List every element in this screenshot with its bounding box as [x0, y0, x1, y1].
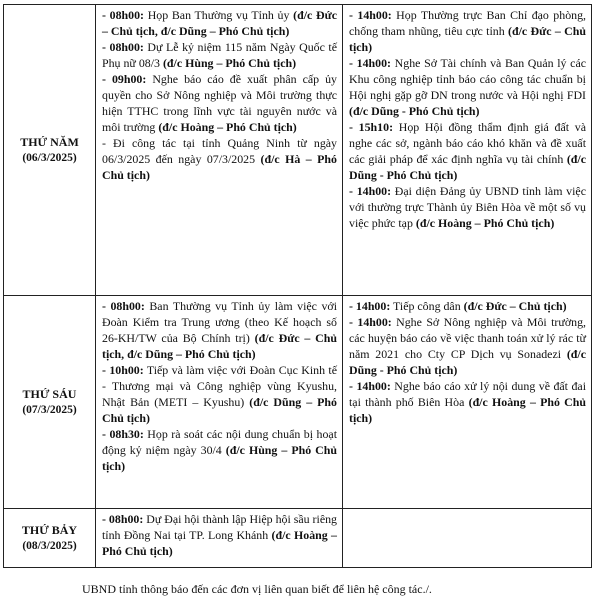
schedule-item [102, 362, 337, 426]
afternoon-cell [343, 509, 592, 568]
item-text: Tiếp công dân [390, 299, 464, 313]
item-person: (đ/c Dũng – Phó Chủ tịch) [102, 395, 337, 425]
row-thu-nam [4, 5, 592, 296]
item-person: (đ/c Đức – Chủ tịch) [463, 299, 567, 313]
item-time: - 08h00: [102, 8, 145, 22]
item-person: (đ/c Dũng - Phó Chủ tịch) [349, 152, 586, 182]
footer-note: UBND tỉnh thông báo đến các đơn vị liên quan biết để liên hệ công tác./. [82, 582, 432, 596]
item-text: Họp Thường trực Ban Chỉ đạo phòng, chống tham nhũng, tiêu cực tỉnh [349, 8, 586, 38]
item-time: - [102, 136, 114, 150]
schedule-item [102, 71, 337, 135]
item-time: - 14h00: [349, 315, 392, 329]
item-person: (đ/c Hùng – Phó Chủ tịch) [162, 56, 297, 70]
item-text: Tiếp và làm việc với Đoàn Cục Kinh tế - Thương mại và Công nghiệp vùng Kyushu, Nhật Bản (METI – Kyushu) [102, 363, 337, 409]
schedule-item [349, 55, 586, 119]
schedule-item [349, 298, 586, 314]
item-time: - 08h00: [102, 40, 144, 54]
item-person: (đ/c Hùng – Phó Chủ tịch) [102, 443, 337, 473]
schedule-item [349, 314, 586, 378]
morning-cell [96, 296, 343, 509]
item-text: Nghe báo cáo xử lý nội dung về đất đai tại thành phố Biên Hòa [349, 379, 586, 409]
schedule-item [102, 426, 337, 474]
item-person: (đ/c Đức – Chủ tịch, đ/c Dũng – Phó Chủ tịch) [102, 8, 337, 38]
day-name: THỨ NĂM [20, 135, 79, 149]
item-time: - 15h10: [349, 120, 394, 134]
day-cell [4, 509, 96, 568]
item-time: - 14h00: [349, 8, 392, 22]
morning-cell [96, 5, 343, 296]
item-person: (đ/c Hà – Phó Chủ tịch) [102, 152, 337, 182]
day-date: (08/3/2025) [22, 540, 77, 552]
afternoon-cell [343, 296, 592, 509]
schedule-body [4, 5, 592, 568]
item-time: - 08h00: [102, 299, 145, 313]
item-text: Nghe Sở Tài chính và Ban Quản lý các Khu công nghiệp tỉnh báo cáo công tác chuẩn bị Hội nghị gặp gỡ DN trong nước và Hội nghị FDI [349, 56, 586, 102]
item-person: (đ/c Hoàng – Phó Chủ tịch) [415, 216, 555, 230]
afternoon-cell [343, 5, 592, 296]
day-date: (07/3/2025) [22, 404, 77, 416]
item-text: Họp Ban Thường vụ Tỉnh ủy [144, 8, 294, 22]
item-person: (đ/c Hoàng – Phó Chủ tịch) [102, 528, 337, 558]
item-time: - 14h00: [349, 379, 391, 393]
item-person: (đ/c Đức – Chủ tịch) [349, 24, 586, 54]
schedule-item [349, 119, 586, 183]
item-text: Họp rà soát các nội dung chuẩn bị hoạt động kỷ niệm ngày 30/4 [102, 427, 337, 457]
day-cell [4, 5, 96, 296]
item-person: (đ/c Đức – Chủ tịch, đ/c Dũng – Phó Chủ tịch) [102, 331, 337, 361]
item-time: - 14h00: [349, 184, 392, 198]
item-person: (đ/c Hoàng – Phó Chủ tịch) [349, 395, 586, 425]
item-text: Nghe báo cáo đề xuất phân cấp ủy quyền cho Sở Nông nghiệp và Môi trường thực hiện TTHC trong lĩnh vực tài nguyên nước và môi trường [102, 72, 337, 134]
item-text: Dự Đại hội thành lập Hiệp hội sầu riêng tỉnh Đồng Nai tại TP. Long Khánh [102, 512, 337, 542]
day-name: THỨ BẢY [21, 523, 78, 537]
schedule-item [102, 135, 337, 183]
item-person: (đ/c Hoàng – Phó Chủ tịch) [158, 120, 297, 134]
item-person: (đ/c Dũng - Phó Chủ tịch) [349, 104, 480, 118]
schedule-item [349, 183, 586, 231]
item-time: - 08h00: [102, 512, 144, 526]
item-text: Ban Thường vụ Tỉnh ủy làm việc với Đoàn Kiểm tra Trung ương (theo Kế hoạch số 26-KH/TW của Bộ Chính trị) [102, 299, 337, 345]
schedule-item [102, 39, 337, 71]
item-time: - 14h00: [349, 299, 391, 313]
day-date: (06/3/2025) [22, 152, 77, 164]
day-cell [4, 296, 96, 509]
morning-cell [96, 509, 343, 568]
item-text: Đại diện Đảng ủy UBND tỉnh làm việc với thường trực Thành ủy Biên Hòa về một số vụ việc phức tạp [349, 184, 586, 230]
item-text: Nghe Sở Nông nghiệp và Môi trường, các huyện báo cáo về việc thanh toán xử lý rác từ năm 2021 cho Cty CP Dịch vụ Sonadezi [349, 315, 586, 361]
item-text: Họp Hội đồng thẩm định giá đất và nghe các sở, ngành báo cáo khó khăn và đề xuất các giải pháp để xác định nghĩa vụ tài chính [349, 120, 586, 166]
row-thu-sau [4, 296, 592, 509]
schedule-item [102, 511, 337, 559]
schedule-item [102, 298, 337, 362]
day-name: THỨ SÁU [22, 387, 77, 401]
schedule-item [349, 378, 586, 426]
schedule-table [3, 4, 592, 568]
row-thu-bay [4, 509, 592, 568]
item-time: - 14h00: [349, 56, 391, 70]
item-text: Dự Lễ kỷ niệm 115 năm Ngày Quốc tế Phụ nữ 08/3 [102, 40, 338, 70]
item-time: - 10h00: [102, 363, 144, 377]
item-time: - 09h00: [102, 72, 147, 86]
item-text: Đi công tác tại tỉnh Quảng Ninh từ ngày 06/3/2025 đến ngày 07/3/2025 [102, 136, 337, 166]
schedule-item [349, 7, 586, 55]
item-person: (đ/c Dũng - Phó Chủ tịch) [349, 347, 586, 377]
item-time: - 08h30: [102, 427, 144, 441]
schedule-item [102, 7, 337, 39]
